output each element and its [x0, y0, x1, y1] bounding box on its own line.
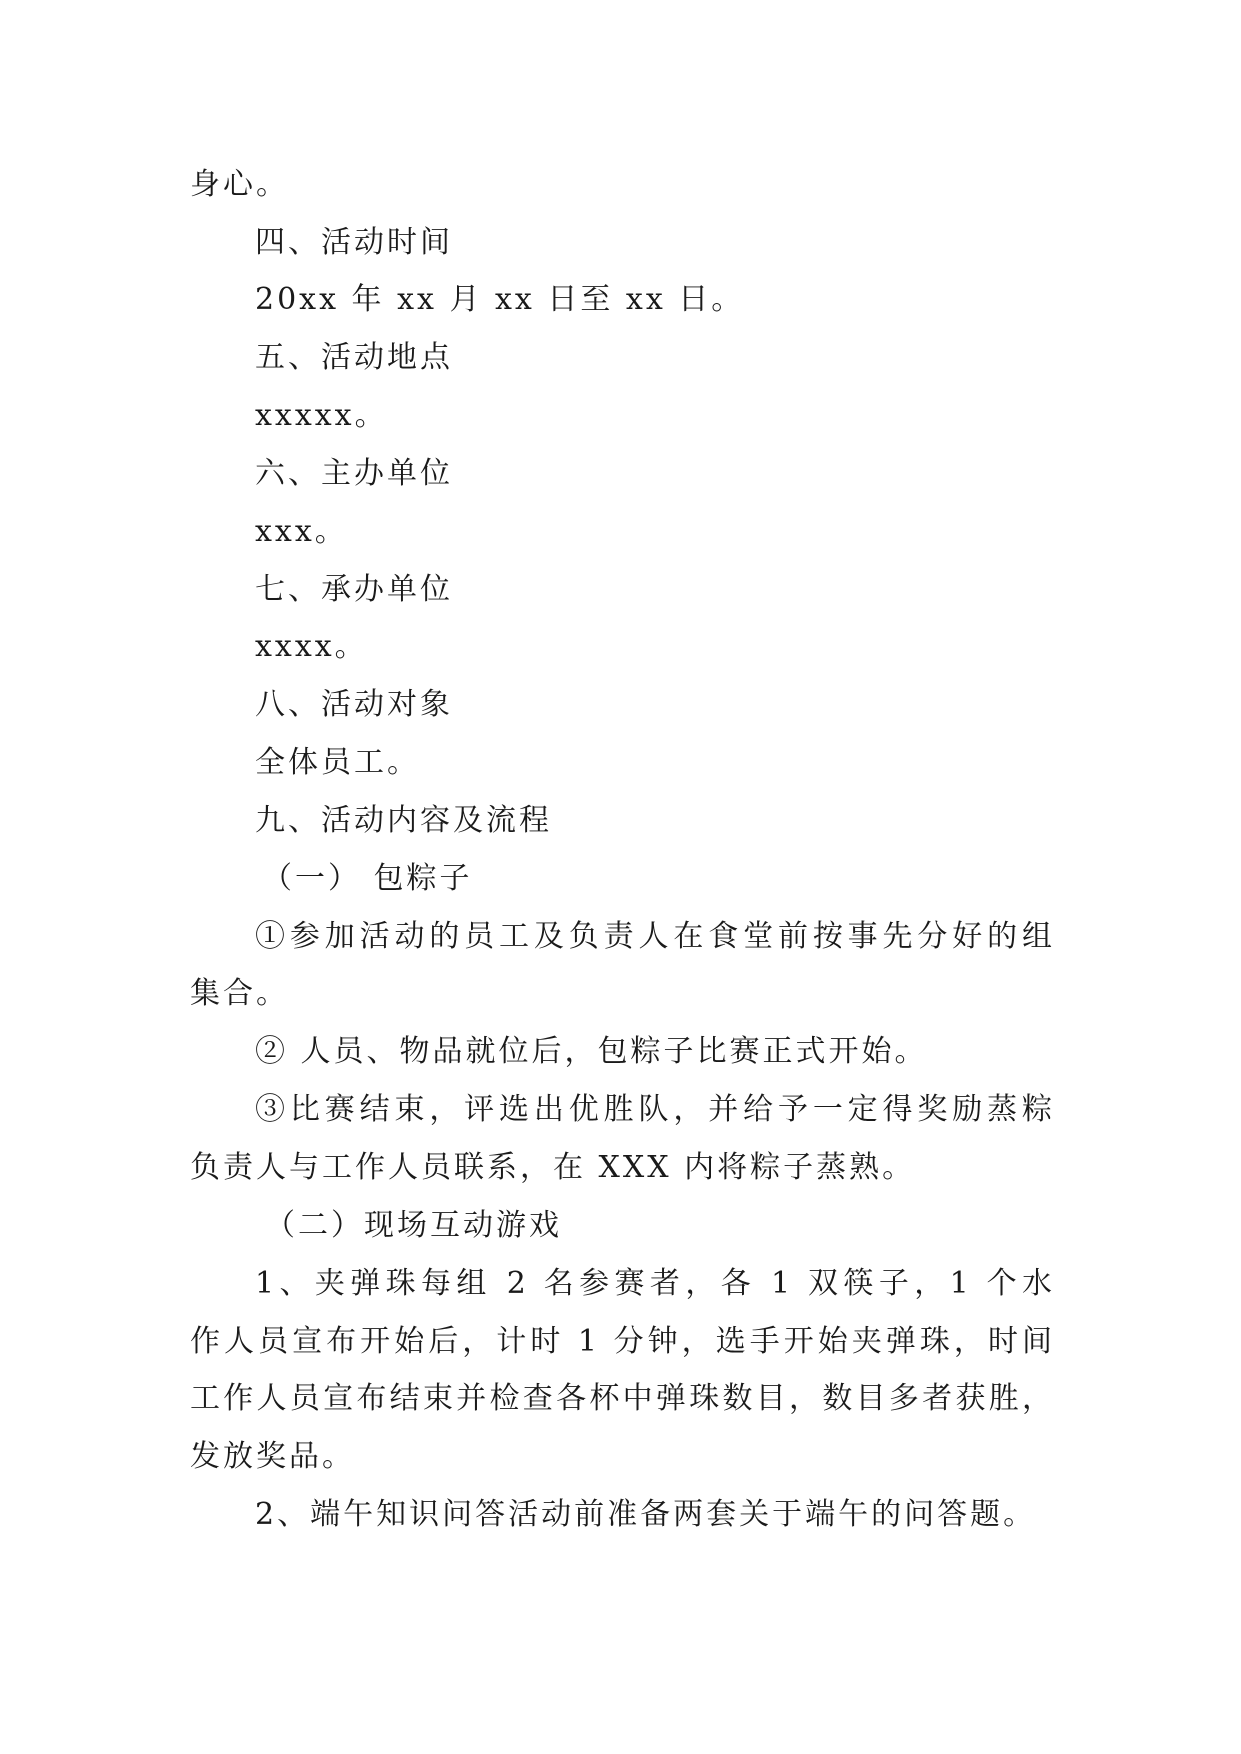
text-line: 作人员宣布开始后，计时 1 分钟，选手开始夹弹珠，时间 — [190, 1324, 1055, 1359]
subsection-heading-games: （二）现场互动游戏 — [265, 1208, 562, 1243]
section-heading-content: 九、活动内容及流程 — [255, 803, 552, 838]
text-line: 集合。 — [190, 976, 289, 1011]
subsection-heading-zongzi: （一） 包粽子 — [262, 861, 473, 896]
text-line: xxxx。 — [255, 629, 368, 664]
text-line: 身心。 — [190, 167, 289, 202]
text-line: 全体员工。 — [255, 745, 420, 780]
text-line: ③比赛结束，评选出优胜队，并给予一定得奖励蒸粽 — [255, 1092, 1055, 1127]
text-line: 1、夹弹珠每组 2 名参赛者，各 1 双筷子，1 个水 — [255, 1266, 1055, 1301]
section-heading-time: 四、活动时间 — [255, 225, 453, 260]
text-line: xxxxx。 — [255, 398, 388, 433]
section-heading-location: 五、活动地点 — [255, 340, 453, 375]
section-heading-undertaker: 七、承办单位 — [255, 572, 453, 607]
text-line: ①参加活动的员工及负责人在食堂前按事先分好的组 — [255, 919, 1055, 954]
section-heading-participants: 八、活动对象 — [255, 687, 453, 722]
text-line: xxx。 — [255, 514, 348, 549]
section-heading-organizer: 六、主办单位 — [255, 456, 453, 491]
text-line: 负责人与工作人员联系，在 XXX 内将粽子蒸熟。 — [190, 1150, 916, 1185]
text-line: 20xx 年 xx 月 xx 日至 xx 日。 — [255, 282, 745, 317]
text-line: 发放奖品。 — [190, 1439, 355, 1474]
text-line: 工作人员宣布结束并检查各杯中弹珠数目，数目多者获胜， — [190, 1381, 1055, 1416]
text-line: 2、端午知识问答活动前准备两套关于端午的问答题。 — [255, 1497, 1037, 1532]
text-line: ② 人员、物品就位后，包粽子比赛正式开始。 — [255, 1034, 928, 1069]
